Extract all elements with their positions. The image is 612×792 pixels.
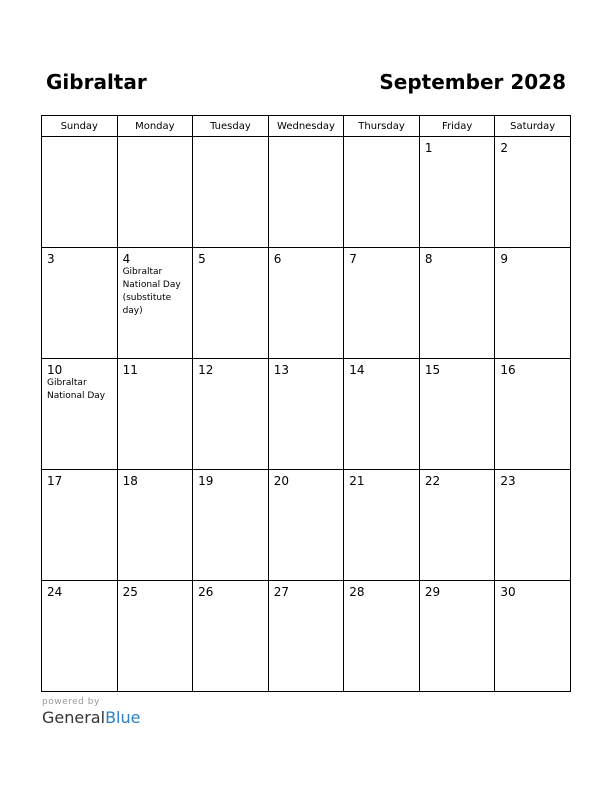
week-row <box>42 581 571 692</box>
day-number: 9 <box>500 252 509 266</box>
day-number: 5 <box>198 252 206 266</box>
day-cell <box>419 581 495 692</box>
day-cell <box>268 581 344 692</box>
weekday-thursday: Thursday <box>344 116 420 137</box>
day-cell <box>117 359 193 470</box>
day-cell <box>42 470 118 581</box>
powered-by-text: powered by <box>42 697 100 707</box>
day-cell <box>193 248 269 359</box>
weekday-saturday: Saturday <box>495 116 571 137</box>
day-cell <box>268 359 344 470</box>
day-cell <box>495 359 571 470</box>
day-number: 22 <box>424 474 441 488</box>
day-cell <box>193 137 269 248</box>
day-cell <box>344 248 420 359</box>
day-cell <box>419 359 495 470</box>
day-cell <box>344 359 420 470</box>
day-number <box>269 137 344 141</box>
day-number: 6 <box>273 252 282 266</box>
day-cell <box>42 137 118 248</box>
day-number: 18 <box>122 474 138 488</box>
day-number: 12 <box>198 363 214 377</box>
holiday-label: Gibraltar National Day <box>47 378 106 401</box>
week-row <box>42 137 571 248</box>
day-cell <box>344 137 420 248</box>
weekday-wednesday: Wednesday <box>268 116 344 137</box>
day-number: 7 <box>349 252 357 266</box>
weekday-header-row <box>42 116 571 137</box>
day-number: 4 <box>122 252 131 266</box>
day-cell <box>193 470 269 581</box>
day-cell <box>117 581 193 692</box>
day-number: 15 <box>424 363 441 377</box>
day-number <box>42 137 117 141</box>
day-number: 14 <box>349 363 365 377</box>
day-cell <box>419 248 495 359</box>
country-title: Gibraltar <box>46 70 147 94</box>
day-number: 19 <box>198 474 214 488</box>
day-cell <box>419 137 495 248</box>
month-year-title: September 2028 <box>379 70 566 94</box>
weekday-monday: Monday <box>117 116 193 137</box>
weekday-sunday: Sunday <box>42 116 118 137</box>
day-number: 30 <box>500 585 516 599</box>
week-row <box>42 470 571 581</box>
brand-general-text: General <box>42 708 106 727</box>
day-cell <box>495 470 571 581</box>
day-cell <box>42 248 118 359</box>
day-cell <box>419 470 495 581</box>
day-number: 13 <box>273 363 289 377</box>
day-number: 16 <box>500 363 516 377</box>
day-number: 21 <box>349 474 365 488</box>
day-number: 3 <box>47 252 55 266</box>
day-number: 17 <box>47 474 63 488</box>
day-number: 20 <box>273 474 289 488</box>
day-cell <box>344 581 420 692</box>
day-cell <box>268 470 344 581</box>
calendar-grid <box>41 115 571 692</box>
day-cell <box>42 359 118 470</box>
day-number: 27 <box>273 585 289 599</box>
day-number <box>193 137 268 141</box>
day-number: 23 <box>500 474 516 488</box>
day-cell <box>268 137 344 248</box>
day-number <box>344 137 419 141</box>
day-cell <box>495 581 571 692</box>
day-number: 28 <box>349 585 365 599</box>
day-number <box>118 137 193 141</box>
day-cell <box>117 248 193 359</box>
day-number: 25 <box>122 585 138 599</box>
week-row <box>42 248 571 359</box>
day-cell <box>42 581 118 692</box>
footer-branding <box>42 697 140 727</box>
day-cell <box>268 248 344 359</box>
day-number: 26 <box>198 585 214 599</box>
weekday-friday: Friday <box>419 116 495 137</box>
day-number: 29 <box>424 585 441 599</box>
day-number: 11 <box>122 363 138 377</box>
weekday-tuesday: Tuesday <box>193 116 269 137</box>
day-number: 1 <box>424 141 433 155</box>
calendar-header <box>46 70 566 100</box>
day-cell <box>495 248 571 359</box>
day-cell <box>344 470 420 581</box>
day-cell <box>495 137 571 248</box>
holiday-label: Gibraltar National Day (substitute day) <box>122 267 181 316</box>
day-number: 2 <box>500 141 509 155</box>
day-number: 10 <box>47 363 63 377</box>
brand-blue-text: Blue <box>105 708 141 727</box>
week-row <box>42 359 571 470</box>
day-cell <box>193 359 269 470</box>
day-number: 24 <box>47 585 63 599</box>
day-cell <box>117 470 193 581</box>
day-cell <box>193 581 269 692</box>
day-cell <box>117 137 193 248</box>
day-number: 8 <box>424 252 433 266</box>
generalblue-logo[interactable] <box>42 708 140 727</box>
